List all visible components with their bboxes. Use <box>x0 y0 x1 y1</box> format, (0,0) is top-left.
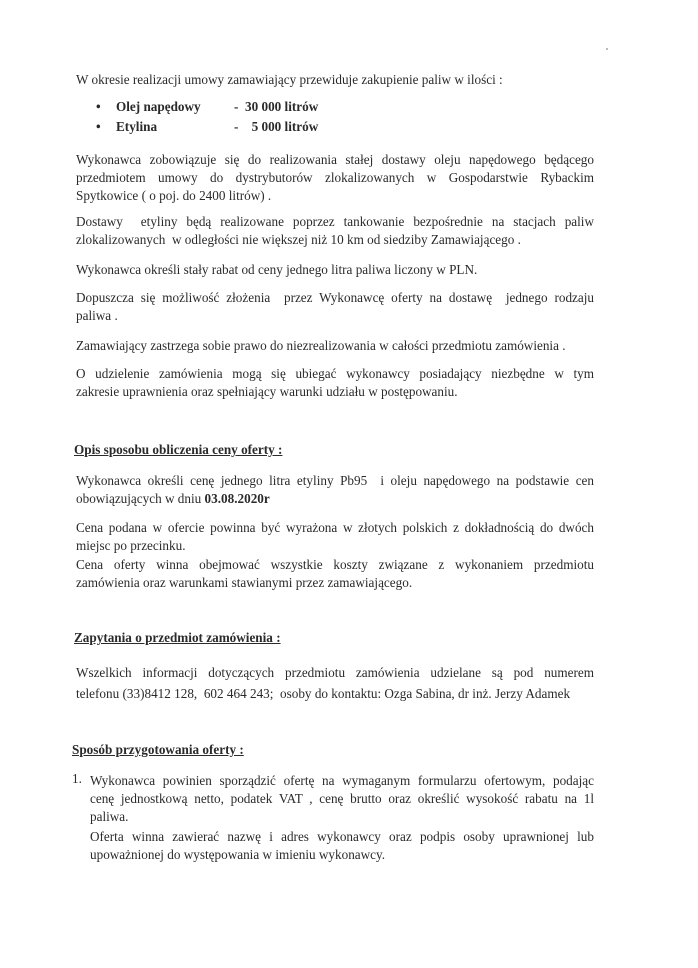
fuel-amount: - 30 000 litrów <box>234 99 319 114</box>
price-text-line: Cena podana w ofercie powinna być wyrażona w złotych polskich z dokładnością do dwóch <box>76 520 594 535</box>
partial-offer-text-line: paliwa . <box>76 308 118 323</box>
questions-text-line: telefonu (33)8412 128, 602 464 243; osoby do kontaktu: Ozga Sabina, dr inż. Jerzy Adamek <box>76 686 571 701</box>
petrol-text-line: zlokalizowanych w odległości nie większej niż 10 km od siedziby Zamawiającego . <box>76 232 521 247</box>
discount-text: Wykonawca określi stały rabat od ceny jednego litra paliwa liczony w PLN. <box>76 262 478 277</box>
price-text-line <box>76 489 270 508</box>
bullet: • <box>96 99 101 114</box>
preparation-text-line: upoważnionej do występowania w imieniu wykonawcy. <box>90 847 386 862</box>
delivery-text-line: przedmiotem umowy do dystrybutorów zlokalizowanych w Gospodarstwie Rybackim <box>76 170 594 185</box>
scan-speck <box>606 48 608 50</box>
price-date: 03.08.2020r <box>204 491 270 506</box>
list-number: 1. <box>72 771 82 786</box>
questions-text-line: Wszelkich informacji dotyczących przedmiotu zamówienia udzielane są pod numerem <box>76 665 594 680</box>
partial-offer-text-line: Dopuszcza się możliwość złożenia przez Wykonawcę oferty na dostawę jednego rodzaju <box>76 290 594 305</box>
price-text-line: Cena oferty winna obejmować wszystkie koszty związane z wykonaniem przedmiotu <box>76 557 594 572</box>
price-text-line: miejsc po przecinku. <box>76 538 186 553</box>
section-heading-preparation: Sposób przygotowania oferty : <box>72 742 244 757</box>
eligibility-text-line: zakresie uprawnienia oraz spełniający warunki udziału w postępowaniu. <box>76 384 458 399</box>
intro-text: W okresie realizacji umowy zamawiający przewiduje zakupienie paliw w ilości : <box>76 72 503 87</box>
preparation-text-line: Oferta winna zawierać nazwę i adres wykonawcy oraz podpis osoby uprawnionej lub <box>90 829 594 844</box>
fuel-name: Olej napędowy <box>116 99 201 114</box>
eligibility-text-line: O udzielenie zamówienia mogą się ubiegać wykonawcy posiadający niezbędne w tym <box>76 366 594 381</box>
delivery-text-line: Spytkowice ( o poj. do 2400 litrów) . <box>76 188 272 203</box>
bullet: • <box>96 119 101 134</box>
delivery-text-line: Wykonawca zobowiązuje się do realizowania stałej dostawy oleju napędowego będącego <box>76 152 594 167</box>
section-heading-price: Opis sposobu obliczenia ceny oferty : <box>74 442 283 457</box>
preparation-text-line: paliwa. <box>90 809 129 824</box>
price-text-line: Wykonawca określi cenę jednego litra etyliny Pb95 i oleju napędowego na podstawie cen <box>76 473 594 488</box>
section-heading-questions: Zapytania o przedmiot zamówienia : <box>74 630 281 645</box>
preparation-text-line: cenę jednostkową netto, podatek VAT , cenę brutto oraz określić wysokość rabatu na 1l <box>90 791 594 806</box>
petrol-text-line: Dostawy etyliny będą realizowane poprzez tankowanie bezpośrednie na stacjach paliw <box>76 214 594 229</box>
reservation-text: Zamawiający zastrzega sobie prawo do niezrealizowania w całości przedmiotu zamówienia . <box>76 338 566 353</box>
fuel-name: Etylina <box>116 119 158 134</box>
price-date-prefix: obowiązujących w dniu <box>76 491 205 506</box>
preparation-text-line: Wykonawca powinien sporządzić ofertę na wymaganym formularzu ofertowym, podając <box>90 773 594 788</box>
fuel-amount: - 5 000 litrów <box>234 119 319 134</box>
price-text-line: zamówienia oraz warunkami stawianymi przez zamawiającego. <box>76 575 413 590</box>
